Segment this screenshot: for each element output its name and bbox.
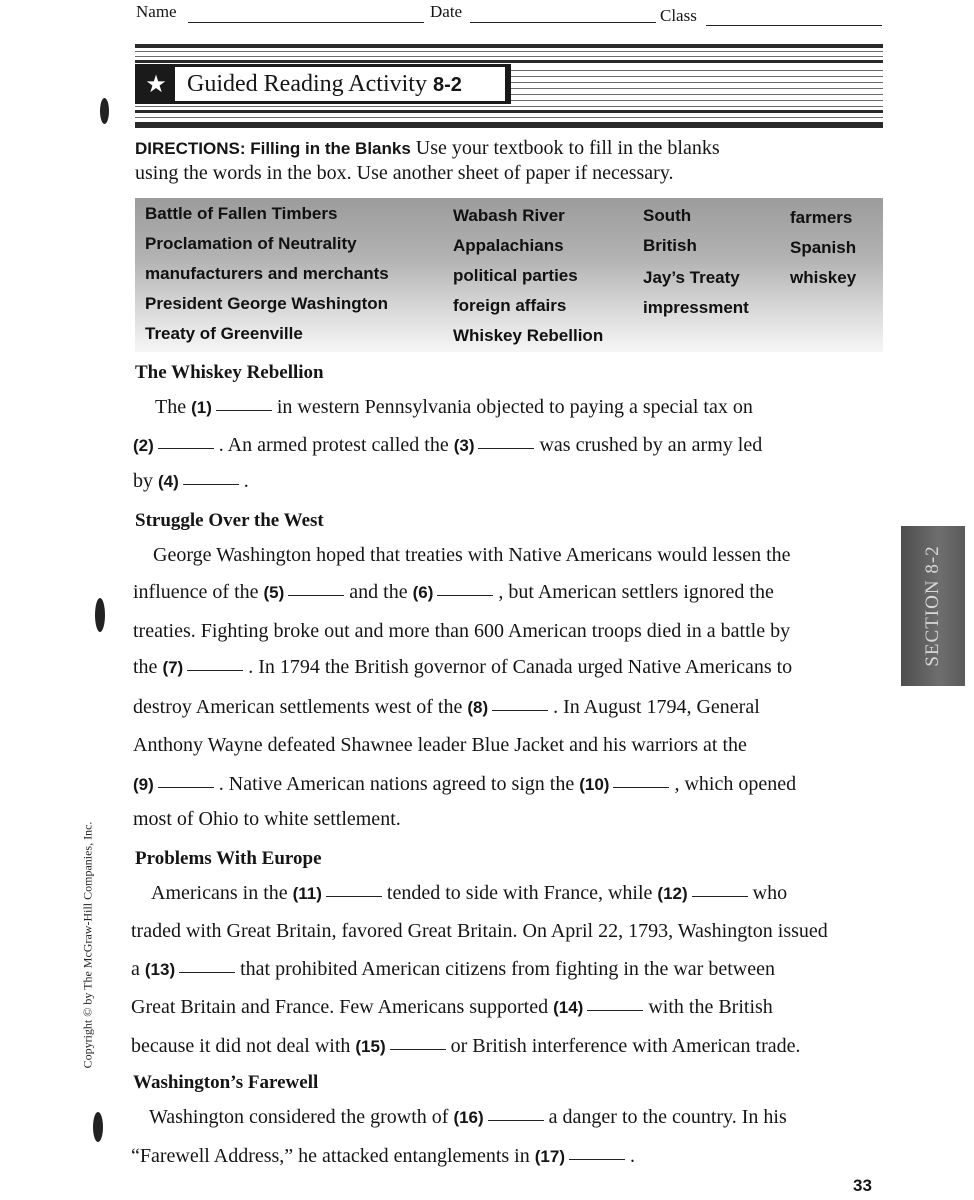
blank-14[interactable] — [587, 1009, 643, 1011]
page-title — [175, 67, 505, 101]
blank-13[interactable] — [179, 971, 235, 973]
text-line: Anthony Wayne defeated Shawnee leader Blue Jacket and his warriors at the — [133, 734, 747, 756]
word-bank-item: Appalachians — [453, 236, 564, 255]
blank-11[interactable] — [326, 895, 382, 897]
section-heading: Struggle Over the West — [135, 510, 324, 531]
blank-7[interactable] — [187, 669, 243, 671]
text-line: influence of the (5) and the (6) , but American settlers ignored the — [133, 581, 774, 603]
text-line: (2) . An armed protest called the (3) was crushed by an army led — [133, 434, 763, 456]
date-label: Date — [430, 2, 463, 21]
class-field-line[interactable] — [706, 25, 882, 26]
blank-8[interactable] — [492, 709, 548, 711]
text-line: the (7) . In 1794 the British governor of Canada urged Native Americans to — [133, 656, 793, 678]
binder-hole-mark — [93, 1112, 103, 1142]
directions-line1: Use your textbook to fill in the blanks — [415, 137, 720, 159]
word-bank-item: President George Washington — [145, 294, 389, 313]
blank-6[interactable] — [437, 594, 493, 596]
side-tab-label: SECTION 8-2 — [922, 545, 943, 667]
word-bank-item: Proclamation of Neutrality — [145, 234, 357, 253]
title-text: Guided Reading Activity — [187, 71, 427, 97]
word-bank-item: farmers — [790, 208, 853, 227]
activity-number: 8-2 — [432, 74, 462, 96]
word-bank-item: Spanish — [790, 238, 857, 257]
text-line: The (1) in western Pennsylvania objected to paying a special tax on — [155, 396, 753, 418]
text-line: because it did not deal with (15) or British interference with American trade. — [131, 1035, 801, 1057]
blank-17[interactable] — [569, 1158, 625, 1160]
word-bank-item: whiskey — [790, 268, 857, 287]
text-line: treaties. Fighting broke out and more than 600 American troops died in a battle by — [133, 620, 791, 642]
word-bank-item: impressment — [643, 298, 749, 317]
text-line: by (4) . — [133, 470, 249, 492]
title-box — [135, 64, 511, 104]
blank-4[interactable] — [183, 483, 239, 485]
blank-5[interactable] — [288, 594, 344, 596]
word-bank — [135, 198, 883, 352]
directions-lead: DIRECTIONS: Filling in the Blanks — [135, 139, 411, 158]
star-icon: ★ — [145, 70, 167, 98]
blank-2[interactable] — [158, 447, 214, 449]
word-bank-item: Jay’s Treaty — [643, 268, 740, 287]
name-label: Name — [136, 2, 177, 21]
binder-hole-mark — [95, 598, 105, 632]
text-line: destroy American settlements west of the (8) . In August 1794, General — [133, 696, 760, 718]
directions — [135, 136, 795, 185]
word-bank-item: British — [643, 236, 697, 255]
blank-10[interactable] — [613, 786, 669, 788]
text-line: Great Britain and France. Few Americans supported (14) with the British — [131, 996, 773, 1018]
word-bank-item: foreign affairs — [453, 296, 567, 315]
section-heading: The Whiskey Rebellion — [135, 362, 324, 383]
blank-15[interactable] — [390, 1048, 446, 1050]
text-line: Washington considered the growth of (16) a danger to the country. In his — [149, 1106, 787, 1128]
blank-9[interactable] — [158, 786, 214, 788]
section-heading: Problems With Europe — [135, 848, 322, 869]
blank-1[interactable] — [216, 409, 272, 411]
page-number: 33 — [853, 1176, 872, 1195]
text-line: a (13) that prohibited American citizens from fighting in the war between — [131, 958, 775, 980]
word-bank-item: Treaty of Greenville — [145, 324, 303, 343]
word-bank-item: Battle of Fallen Timbers — [145, 204, 338, 223]
name-field-line[interactable] — [188, 22, 424, 23]
blank-16[interactable] — [488, 1119, 544, 1121]
text-line: most of Ohio to white settlement. — [133, 808, 401, 830]
class-label: Class — [660, 6, 697, 25]
word-bank-item: South — [643, 206, 692, 225]
copyright-notice: Copyright © by The McGraw-Hill Companies, Inc. — [80, 821, 95, 1069]
text-line: (9) . Native American nations agreed to sign the (10) , which opened — [133, 773, 797, 795]
blank-12[interactable] — [692, 895, 748, 897]
blank-3[interactable] — [478, 447, 534, 449]
date-field-line[interactable] — [470, 22, 656, 23]
word-bank-item: political parties — [453, 266, 578, 285]
word-bank-item: manufacturers and merchants — [145, 264, 389, 283]
text-line: traded with Great Britain, favored Great Britain. On April 22, 1793, Washington issued — [131, 920, 828, 942]
word-bank-item: Whiskey Rebellion — [453, 326, 604, 345]
section-heading: Washington’s Farewell — [133, 1072, 319, 1093]
section-side-tab — [901, 526, 965, 686]
directions-line2: using the words in the box. Use another sheet of paper if necessary. — [135, 162, 674, 184]
text-line: George Washington hoped that treaties with Native Americans would lessen the — [153, 544, 791, 566]
binder-hole-mark — [100, 98, 109, 124]
word-bank-item: Wabash River — [453, 206, 565, 225]
text-line: “Farewell Address,” he attacked entanglements in (17) . — [131, 1145, 635, 1167]
text-line: Americans in the (11) tended to side with France, while (12) who — [151, 882, 788, 904]
